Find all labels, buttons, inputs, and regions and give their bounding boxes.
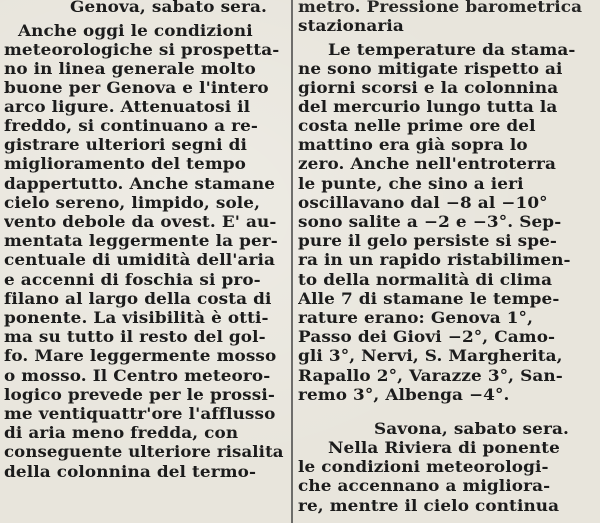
text-line: pure il gelo persiste si spe-: [298, 231, 558, 250]
text-line: ra in un rapido ristabilimen-: [298, 250, 571, 269]
text-line: conseguente ulteriore risalita: [4, 442, 284, 461]
text-line: ponente. La visibilità è otti-: [4, 308, 269, 327]
text-line: di aria meno fredda, con: [4, 423, 239, 442]
text-line: no in linea generale molto: [4, 59, 256, 78]
text-line: metro. Pressione barometrica: [298, 0, 583, 16]
text-line: vento debole da ovest. E' au-: [4, 212, 277, 231]
text-line: Nella Riviera di ponente: [328, 438, 560, 457]
text-line: arco ligure. Attenuatosi il: [4, 97, 251, 116]
text-line: mattino era già sopra lo: [298, 135, 528, 154]
text-line: giorni scorsi e la colonnina: [298, 78, 559, 97]
left-article-column: [4, 0, 286, 523]
text-line: to della normalità di clima: [298, 270, 553, 289]
column-divider: [291, 0, 293, 523]
text-line: miglioramento del tempo: [4, 154, 247, 173]
text-line: del mercurio lungo tutta la: [298, 97, 558, 116]
text-line: cielo sereno, limpido, sole,: [4, 193, 261, 212]
text-line: dappertutto. Anche stamane: [4, 174, 276, 193]
text-line: ma su tutto il resto del gol-: [4, 327, 266, 346]
text-line: Anche oggi le condizioni: [18, 21, 253, 40]
text-line: buone per Genova e l'intero: [4, 78, 269, 97]
text-line: mentata leggermente la per-: [4, 231, 278, 250]
text-line: rature erano: Genova 1°,: [298, 308, 534, 327]
text-line: freddo, si continuano a re-: [4, 116, 259, 135]
text-line: fo. Mare leggermente mosso: [4, 346, 277, 365]
text-line: me ventiquattr'ore l'afflusso: [4, 404, 276, 423]
text-line: gistrare ulteriori segni di: [4, 135, 248, 154]
text-line: remo 3°, Albenga −4°.: [298, 385, 510, 404]
text-line: gli 3°, Nervi, S. Margherita,: [298, 346, 563, 365]
text-line: Alle 7 di stamane le tempe-: [298, 289, 560, 308]
text-line: logico prevede per le prossi-: [4, 385, 275, 404]
text-line: che accennano a migliora-: [298, 476, 551, 495]
text-line: ne sono mitigate rispetto ai: [298, 59, 563, 78]
text-line: della colonnina del termo-: [4, 462, 257, 481]
text-line: e accenni di foschia si pro-: [4, 270, 261, 289]
text-line: Passo dei Giovi −2°, Camo-: [298, 327, 556, 346]
dateline-genova: Genova, sabato sera.: [70, 0, 267, 16]
text-line: zero. Anche nell'entroterra: [298, 154, 557, 173]
text-line: stazionaria: [298, 16, 404, 35]
text-line: le punte, che sino a ieri: [298, 174, 524, 193]
text-line: filano al largo della costa di: [4, 289, 272, 308]
dateline-savona: Savona, sabato sera.: [374, 419, 569, 438]
text-line: costa nelle prime ore del: [298, 116, 536, 135]
text-line: centuale di umidità dell'aria: [4, 250, 276, 269]
right-article-column: [298, 0, 596, 523]
text-line: oscillavano dal −8 al −10°: [298, 193, 548, 212]
text-line: meteorologiche si prospetta-: [4, 40, 280, 59]
text-line: sono salite a −2 e −3°. Sep-: [298, 212, 562, 231]
text-line: o mosso. Il Centro meteoro-: [4, 366, 271, 385]
text-line: Le temperature da stama-: [328, 40, 576, 59]
text-line: Rapallo 2°, Varazze 3°, San-: [298, 366, 563, 385]
text-line: re, mentre il cielo continua: [298, 496, 560, 515]
text-line: le condizioni meteorologi-: [298, 457, 549, 476]
